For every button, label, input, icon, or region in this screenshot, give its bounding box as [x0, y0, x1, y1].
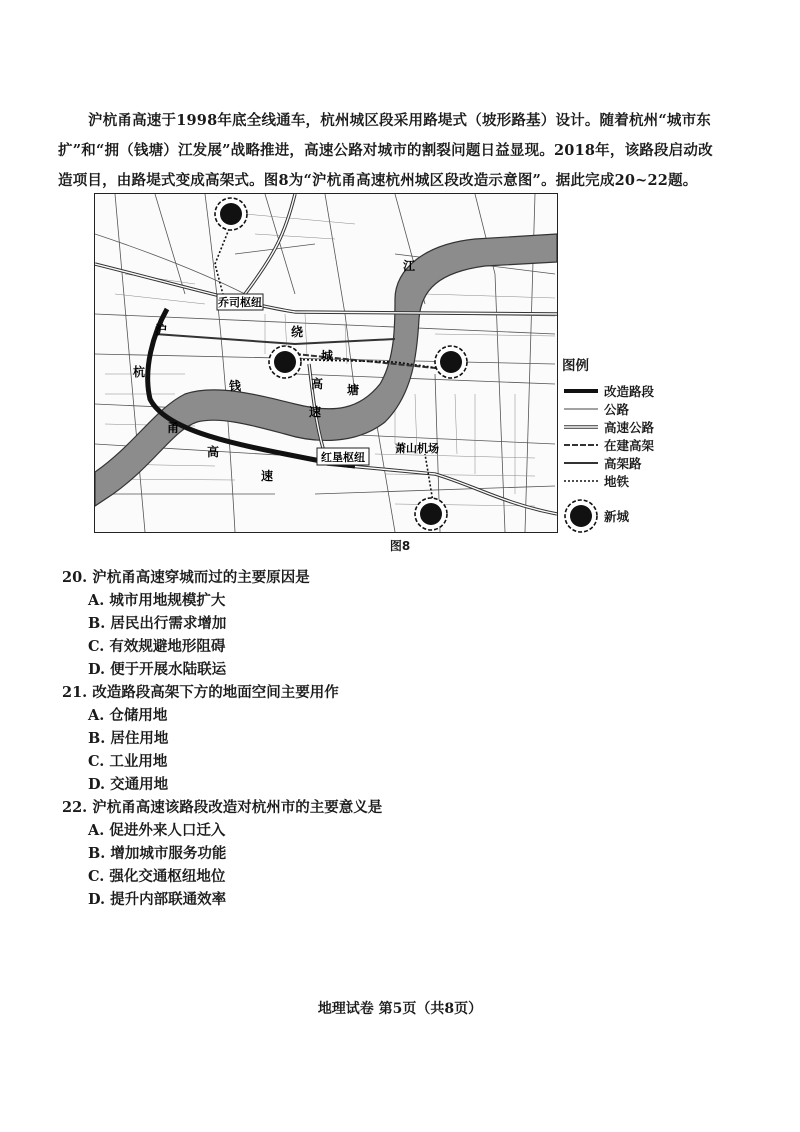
option-c: C. 强化交通枢纽地位	[88, 868, 226, 885]
option-d: D. 交通用地	[88, 776, 169, 793]
hongken-hub-label: 红垦枢纽	[321, 451, 365, 464]
option-d: D. 便于开展水陆联运	[88, 661, 227, 678]
legend-label: 在建高架	[604, 438, 655, 453]
legend-label: 改造路段	[604, 384, 655, 399]
ring-char-su: 速	[309, 405, 322, 419]
question-stem: 20. 沪杭甬高速穿城而过的主要原因是	[62, 569, 310, 586]
option-b: B. 居住用地	[88, 730, 169, 747]
intro-line-3: 造项目，由路堤式变成高架式。图8为“沪杭甬高速杭州城区段改造示意图”。据此完成20~22题。	[58, 172, 698, 189]
river-char-qian: 钱	[229, 379, 242, 393]
legend-item-under-construction	[562, 436, 682, 454]
ring-char-cheng: 城	[321, 349, 334, 363]
option-a: A. 城市用地规模扩大	[88, 592, 226, 609]
new-town-marker	[415, 498, 447, 530]
legend-elevated-swatch	[562, 458, 600, 468]
intro-line-1: 沪杭甬高速于1998年底全线通车，杭州城区段采用路堤式（坡形路基）设计。随着杭州“城市东	[88, 112, 711, 129]
question-20	[62, 566, 742, 681]
legend-metro-swatch	[562, 476, 600, 486]
new-towns	[215, 198, 467, 530]
hwy-char-gao: 高	[207, 445, 220, 459]
legend-renovated-swatch	[562, 386, 600, 396]
river-char-tang: 塘	[347, 383, 360, 397]
intro-line-2: 扩”和“拥（钱塘）江发展”战略推进，高速公路对城市的割裂问题日益显现。2018年，该路段启动改	[58, 142, 713, 159]
page-footer: 地理试卷 第5页（共8页）	[317, 1001, 483, 1017]
legend-item-elevated	[562, 454, 682, 472]
legend-label: 公路	[604, 402, 630, 417]
option-c: C. 有效规避地形阻碍	[88, 638, 226, 655]
renovated-section	[148, 309, 355, 466]
figure-8-map	[94, 193, 558, 533]
legend-construction-swatch	[562, 440, 600, 450]
legend-label: 新城	[604, 509, 630, 524]
question-stem: 21. 改造路段高架下方的地面空间主要用作	[62, 684, 339, 701]
legend-title: 图例	[562, 358, 589, 374]
new-town-marker	[215, 198, 247, 230]
ring-char-rao: 绕	[291, 325, 304, 339]
legend-label: 地铁	[604, 474, 630, 489]
question-22	[62, 796, 742, 911]
hwy-char-su: 速	[261, 469, 274, 483]
option-b: B. 居民出行需求增加	[88, 615, 227, 632]
legend-item-highway	[562, 418, 682, 436]
new-town-marker	[269, 346, 301, 378]
hongken-hub	[317, 448, 369, 465]
qiaosi-hub-label: 乔司枢纽	[218, 296, 262, 309]
option-b: B. 增加城市服务功能	[88, 845, 227, 862]
hwy-char-yong: 甬	[167, 421, 180, 435]
qiaosi-hub	[217, 294, 263, 310]
hwy-char-hu: 沪	[155, 323, 168, 337]
river-char-jiang: 江	[403, 259, 416, 273]
figure-caption: 图8	[389, 539, 411, 553]
legend-item-new-town	[562, 494, 682, 538]
map-svg	[95, 194, 557, 532]
new-town-marker	[435, 346, 467, 378]
option-a: A. 仓储用地	[88, 707, 168, 724]
legend-item-renovated	[562, 382, 682, 400]
legend-label: 高速公路	[604, 420, 655, 435]
map-legend	[562, 354, 682, 538]
legend-item-metro	[562, 472, 682, 490]
question-21	[62, 681, 742, 796]
ring-char-gao: 高	[311, 377, 324, 391]
legend-highway-swatch	[562, 422, 600, 432]
legend-road-swatch	[562, 404, 600, 414]
legend-item-road	[562, 400, 682, 418]
option-d: D. 提升内部联通效率	[88, 891, 227, 908]
option-a: A. 促进外来人口迁入	[88, 822, 226, 839]
intro-paragraph	[58, 106, 750, 196]
question-stem: 22. 沪杭甬高速该路段改造对杭州市的主要意义是	[62, 799, 383, 816]
legend-label: 高架路	[604, 456, 642, 471]
option-c: C. 工业用地	[88, 753, 168, 770]
legend-new-town-swatch	[562, 496, 600, 536]
airport-label: 萧山机场	[395, 442, 439, 455]
question-list	[62, 566, 742, 911]
hwy-char-hang: 杭	[133, 365, 146, 379]
